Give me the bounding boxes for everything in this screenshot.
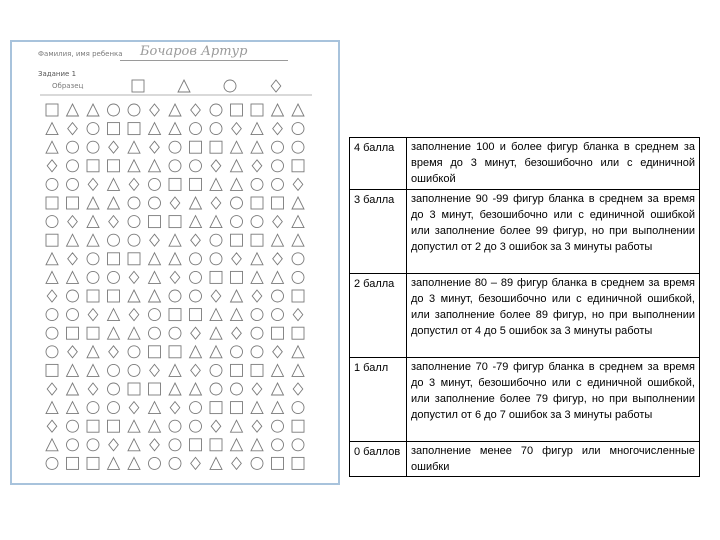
description-cell: заполнение 100 и более фигур бланка в среднем за время до 3 минут, безошибочно или с единичной ошибкой [407, 138, 700, 190]
triangle-shape [149, 271, 161, 283]
circle-shape [87, 271, 99, 283]
diamond-shape [293, 309, 303, 321]
square-shape [210, 141, 222, 153]
description-cell: заполнение 90 -99 фигур бланка в среднем за время до 3 минут, безошибочно или с единичной ошибкой или заполнение более 99 фигур, но при выполнении допустил от 2 до 3 ошибок за 3 минуты работы [407, 189, 700, 273]
diamond-shape [109, 216, 119, 228]
diamond-shape [150, 364, 160, 376]
triangle-shape [87, 197, 99, 209]
triangle-shape [149, 123, 161, 135]
square-shape [46, 234, 58, 246]
circle-shape [210, 364, 222, 376]
triangle-shape [190, 383, 202, 395]
square-shape [231, 271, 243, 283]
circle-shape [149, 178, 161, 190]
diamond-shape [252, 160, 262, 172]
circle-shape [231, 383, 243, 395]
score-cell: 4 балла [350, 138, 407, 190]
diamond-shape [252, 290, 262, 302]
triangle-shape [272, 383, 284, 395]
triangle-shape [251, 402, 263, 414]
circle-shape [128, 364, 140, 376]
circle-shape [251, 309, 263, 321]
triangle-shape [87, 364, 99, 376]
square-shape [190, 309, 202, 321]
circle-shape [149, 457, 161, 469]
sample-label: Образец [52, 82, 84, 90]
square-shape [231, 402, 243, 414]
square-shape [46, 197, 58, 209]
triangle-shape [128, 420, 140, 432]
circle-shape [272, 290, 284, 302]
triangle-shape [210, 178, 222, 190]
triangle-shape [108, 457, 120, 469]
square-shape [231, 104, 243, 116]
diamond-shape [293, 178, 303, 190]
square-shape [231, 234, 243, 246]
square-shape [190, 141, 202, 153]
circle-shape [169, 439, 181, 451]
circle-shape [210, 104, 222, 116]
description-cell: заполнение 80 – 89 фигур бланка в среднем за время до 3 минут, безошибочно или с единичной ошибкой, или заполнение более 89 фигур, но при выполнении допустил от 4 до 5 ошибок за 3 минуты работы [407, 273, 700, 357]
circle-shape [190, 253, 202, 265]
triangle-shape [87, 104, 99, 116]
square-shape [108, 420, 120, 432]
triangle-shape [46, 253, 58, 265]
circle-shape [272, 420, 284, 432]
circle-shape [149, 327, 161, 339]
scoring-row [350, 357, 700, 441]
score-cell: 2 балла [350, 273, 407, 357]
diamond-shape [273, 216, 283, 228]
triangle-shape [67, 383, 79, 395]
triangle-shape [210, 457, 222, 469]
square-shape [128, 123, 140, 135]
triangle-shape [149, 402, 161, 414]
diamond-shape [109, 346, 119, 358]
triangle-shape [149, 420, 161, 432]
diamond-shape [252, 420, 262, 432]
diamond-shape [170, 402, 180, 414]
circle-shape [210, 383, 222, 395]
circle-shape [46, 346, 58, 358]
triangle-shape [190, 197, 202, 209]
circle-shape [67, 439, 79, 451]
circle-shape [292, 141, 304, 153]
circle-shape [67, 290, 79, 302]
circle-shape [87, 141, 99, 153]
triangle-shape [149, 160, 161, 172]
diamond-shape [211, 290, 221, 302]
triangle-shape [108, 327, 120, 339]
circle-shape [67, 160, 79, 172]
diamond-shape [232, 253, 242, 265]
circle-shape [231, 346, 243, 358]
square-shape [210, 402, 222, 414]
triangle-shape [169, 383, 181, 395]
diamond-shape [232, 123, 242, 135]
name-handwriting: Бочаров Артур [140, 44, 248, 59]
circle-shape [231, 216, 243, 228]
triangle-shape [169, 234, 181, 246]
diamond-shape [47, 420, 57, 432]
circle-shape [169, 420, 181, 432]
diamond-shape [47, 383, 57, 395]
name-label: Фамилия, имя ребенка [38, 50, 123, 58]
circle-shape [128, 346, 140, 358]
circle-shape [46, 327, 58, 339]
triangle-shape [292, 234, 304, 246]
circle-shape [149, 197, 161, 209]
triangle-shape [190, 216, 202, 228]
diamond-shape [191, 457, 201, 469]
scoring-row [350, 189, 700, 273]
square-shape [67, 197, 79, 209]
square-shape [149, 346, 161, 358]
circle-shape [46, 457, 58, 469]
square-shape [128, 383, 140, 395]
diamond-shape [191, 104, 201, 116]
triangle-shape [67, 402, 79, 414]
square-shape [231, 364, 243, 376]
circle-shape [149, 309, 161, 321]
square-shape [128, 253, 140, 265]
triangle-shape [231, 439, 243, 451]
circle-shape [128, 234, 140, 246]
triangle-shape [46, 402, 58, 414]
circle-shape [169, 327, 181, 339]
square-shape [87, 327, 99, 339]
square-shape [251, 104, 263, 116]
square-shape [46, 104, 58, 116]
circle-shape [87, 439, 99, 451]
square-shape [292, 327, 304, 339]
diamond-shape [88, 383, 98, 395]
square-shape [46, 364, 58, 376]
circle-shape [108, 271, 120, 283]
triangle-shape [67, 234, 79, 246]
diamond-shape [109, 439, 119, 451]
circle-shape [169, 160, 181, 172]
triangle-shape [67, 364, 79, 376]
triangle-shape [292, 346, 304, 358]
triangle-shape [169, 364, 181, 376]
square-shape [67, 327, 79, 339]
square-shape [272, 327, 284, 339]
square-shape [108, 123, 120, 135]
square-shape [251, 234, 263, 246]
circle-shape [190, 123, 202, 135]
square-shape [108, 253, 120, 265]
triangle-shape [272, 234, 284, 246]
circle-shape [251, 457, 263, 469]
circle-shape [251, 346, 263, 358]
circle-shape [190, 160, 202, 172]
diamond-shape [293, 383, 303, 395]
diamond-shape [109, 141, 119, 153]
diamond-shape [170, 197, 180, 209]
diamond-shape [129, 271, 139, 283]
triangle-shape [272, 364, 284, 376]
triangle-shape [149, 253, 161, 265]
circle-shape [292, 402, 304, 414]
circle-shape [67, 178, 79, 190]
triangle-shape [272, 271, 284, 283]
triangle-shape [108, 309, 120, 321]
circle-shape [210, 123, 222, 135]
diamond-shape [232, 327, 242, 339]
circle-shape [67, 141, 79, 153]
diamond-shape [211, 160, 221, 172]
circle-shape [87, 253, 99, 265]
diamond-shape [88, 178, 98, 190]
circle-shape [46, 216, 58, 228]
triangle-shape [231, 141, 243, 153]
triangle-shape [87, 216, 99, 228]
square-shape [251, 197, 263, 209]
circle-shape [46, 178, 58, 190]
triangle-shape [46, 141, 58, 153]
circle-shape [108, 234, 120, 246]
triangle-shape [149, 290, 161, 302]
square-shape [169, 346, 181, 358]
square-shape [149, 383, 161, 395]
circle-shape [169, 290, 181, 302]
triangle-shape [231, 160, 243, 172]
triangle-shape [128, 290, 140, 302]
square-shape [149, 216, 161, 228]
triangle-shape [87, 346, 99, 358]
score-cell: 1 балл [350, 357, 407, 441]
circle-shape [128, 197, 140, 209]
triangle-shape [251, 123, 263, 135]
square-shape [190, 439, 202, 451]
circle-shape [210, 234, 222, 246]
triangle-shape [128, 160, 140, 172]
diamond-shape [273, 253, 283, 265]
diamond-shape [68, 253, 78, 265]
triangle-shape [292, 197, 304, 209]
triangle-shape [190, 346, 202, 358]
diamond-shape [47, 160, 57, 172]
triangle-shape [169, 253, 181, 265]
square-shape [108, 290, 120, 302]
circle-shape [272, 160, 284, 172]
square-shape [292, 160, 304, 172]
diamond-shape [68, 123, 78, 135]
circle-shape [108, 402, 120, 414]
triangle-shape [210, 346, 222, 358]
circle-shape [108, 104, 120, 116]
triangle-shape [251, 253, 263, 265]
circle-shape [190, 402, 202, 414]
scoring-row [350, 273, 700, 357]
square-shape [210, 439, 222, 451]
square-shape [251, 364, 263, 376]
square-shape [190, 178, 202, 190]
circle-shape [251, 216, 263, 228]
description-cell: заполнение менее 70 фигур или многочисленные ошибки [407, 441, 700, 476]
triangle-shape [210, 327, 222, 339]
scoring-row [350, 138, 700, 190]
circle-shape [87, 402, 99, 414]
diamond-shape [129, 309, 139, 321]
figure-grid [12, 42, 338, 483]
square-shape [169, 309, 181, 321]
triangle-shape [108, 178, 120, 190]
square-shape [272, 197, 284, 209]
square-shape [169, 216, 181, 228]
triangle-shape [231, 420, 243, 432]
triangle-shape [67, 271, 79, 283]
triangle-shape [87, 234, 99, 246]
diamond-shape [150, 234, 160, 246]
circle-shape [251, 327, 263, 339]
triangle-shape [251, 271, 263, 283]
triangle-shape [128, 457, 140, 469]
worksheet-scan [10, 40, 340, 485]
diamond-shape [47, 290, 57, 302]
diamond-shape [191, 234, 201, 246]
score-cell: 0 баллов [350, 441, 407, 476]
triangle-shape [292, 104, 304, 116]
circle-shape [190, 420, 202, 432]
triangle-shape [292, 216, 304, 228]
triangle-shape [46, 271, 58, 283]
circle-shape [210, 253, 222, 265]
circle-shape [292, 253, 304, 265]
triangle-shape [128, 327, 140, 339]
circle-shape [169, 141, 181, 153]
diamond-shape [191, 327, 201, 339]
circle-shape [251, 178, 263, 190]
circle-shape [272, 439, 284, 451]
diamond-shape [232, 457, 242, 469]
score-cell: 3 балла [350, 189, 407, 273]
circle-shape [190, 271, 202, 283]
circle-shape [67, 309, 79, 321]
circle-shape [128, 104, 140, 116]
task-label: Задание 1 [38, 70, 77, 78]
triangle-shape [128, 439, 140, 451]
circle-shape [272, 141, 284, 153]
triangle-shape [108, 197, 120, 209]
diamond-shape [129, 402, 139, 414]
square-shape [169, 178, 181, 190]
circle-shape [272, 178, 284, 190]
diamond-shape [150, 141, 160, 153]
diamond-shape [273, 346, 283, 358]
circle-shape [108, 364, 120, 376]
circle-shape [128, 216, 140, 228]
square-shape [292, 457, 304, 469]
triangle-shape [169, 104, 181, 116]
diamond-shape [252, 383, 262, 395]
square-shape [292, 290, 304, 302]
square-shape [67, 457, 79, 469]
square-shape [87, 290, 99, 302]
triangle-shape [128, 141, 140, 153]
circle-shape [108, 383, 120, 395]
square-shape [210, 271, 222, 283]
triangle-shape [231, 178, 243, 190]
diamond-shape [170, 271, 180, 283]
description-cell: заполнение 70 -79 фигур бланка в среднем за время до 3 минут, безошибочно или с единичной ошибкой, или заполнение более 79 фигур, но при выполнении допустил от 6 до 7 ошибок за 3 минуты работы [407, 357, 700, 441]
diamond-shape [150, 439, 160, 451]
diamond-shape [68, 346, 78, 358]
circle-shape [292, 271, 304, 283]
square-shape [108, 160, 120, 172]
circle-shape [46, 309, 58, 321]
triangle-shape [46, 123, 58, 135]
triangle-shape [210, 309, 222, 321]
triangle-shape [169, 123, 181, 135]
square-shape [87, 420, 99, 432]
circle-shape [292, 123, 304, 135]
scoring-row [350, 441, 700, 476]
circle-shape [292, 439, 304, 451]
circle-shape [169, 457, 181, 469]
diamond-shape [211, 420, 221, 432]
diamond-shape [273, 123, 283, 135]
square-shape [87, 160, 99, 172]
circle-shape [190, 290, 202, 302]
triangle-shape [67, 104, 79, 116]
triangle-shape [251, 141, 263, 153]
triangle-shape [251, 439, 263, 451]
triangle-shape [46, 439, 58, 451]
scoring-table [349, 137, 700, 477]
diamond-shape [129, 178, 139, 190]
diamond-shape [88, 309, 98, 321]
diamond-shape [211, 197, 221, 209]
circle-shape [87, 123, 99, 135]
diamond-shape [68, 216, 78, 228]
triangle-shape [292, 364, 304, 376]
diamond-shape [191, 364, 201, 376]
triangle-shape [210, 216, 222, 228]
square-shape [87, 457, 99, 469]
circle-shape [67, 420, 79, 432]
square-shape [272, 457, 284, 469]
triangle-shape [231, 290, 243, 302]
square-shape [292, 420, 304, 432]
triangle-shape [272, 104, 284, 116]
triangle-shape [231, 309, 243, 321]
triangle-shape [272, 402, 284, 414]
circle-shape [272, 309, 284, 321]
circle-shape [231, 197, 243, 209]
diamond-shape [150, 104, 160, 116]
